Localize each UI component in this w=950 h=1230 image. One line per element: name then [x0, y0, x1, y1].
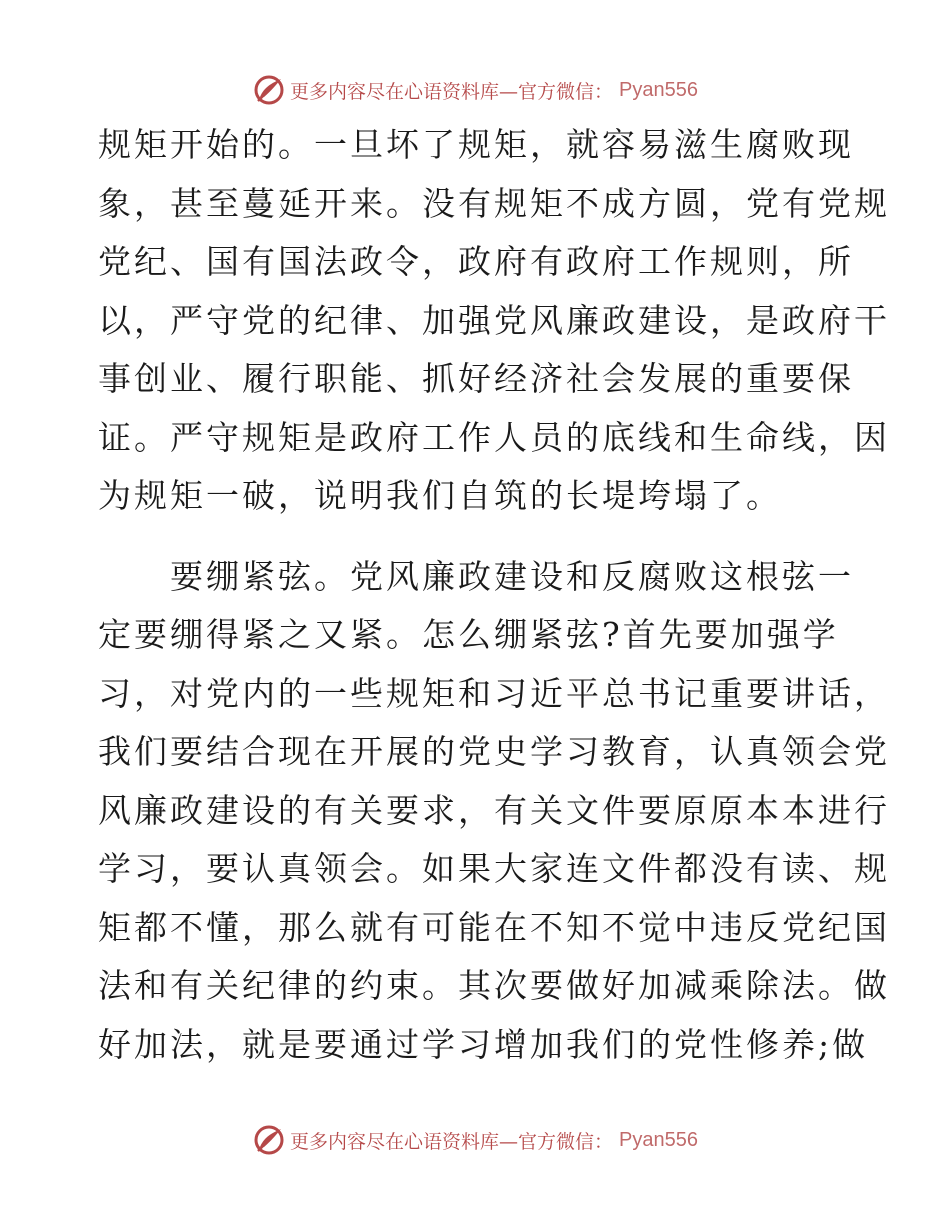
- header-watermark: [0, 70, 950, 110]
- text-line: 风廉政建设的有关要求，有关文件要原原本本进行: [98, 790, 890, 830]
- paragraph-gap: [98, 526, 858, 548]
- pen-logo-icon: [252, 73, 286, 107]
- text-line: 矩都不懂，那么就有可能在不知不觉中违反党纪国: [98, 907, 890, 947]
- text-line: 法和有关纪律的约束。其次要做好加减乘除法。做: [98, 966, 890, 1005]
- footer-watermark: [0, 1120, 950, 1160]
- watermark-text: 更多内容尽在心语资料库—官方微信：: [290, 1130, 614, 1153]
- text-line: 学习，要认真领会。如果大家连文件都没有读、规: [98, 849, 890, 888]
- pen-logo-icon: [252, 1123, 286, 1157]
- text-line: 定要绷得紧之又紧。怎么绷紧弦?首先要加强学: [98, 615, 839, 654]
- text-line: 象，甚至蔓延开来。没有规矩不成方圆，党有党规: [98, 183, 890, 223]
- text-line: 证。严守规矩是政府工作人员的底线和生命线，因: [98, 417, 890, 457]
- watermark-text: 更多内容尽在心语资料库—官方微信：: [290, 80, 614, 103]
- paragraph-2: [98, 548, 890, 1075]
- text-line: 规矩开始的。一旦坏了规矩，就容易滋生腐败现: [98, 125, 854, 164]
- text-line: 要绷紧弦。党风廉政建设和反腐败这根弦一: [98, 556, 854, 596]
- text-line: 习，对党内的一些规矩和习近平总书记重要讲话，: [98, 673, 890, 713]
- text-line: 事创业、履行职能、抓好经济社会发展的重要保: [98, 359, 854, 398]
- text-line: 以，严守党的纪律、加强党风廉政建设，是政府干: [98, 300, 890, 340]
- text-line: 党纪、国有国法政令，政府有政府工作规则，所: [98, 242, 854, 281]
- paragraph-1: [98, 116, 890, 526]
- watermark-account: Pyan556: [619, 1128, 698, 1151]
- text-line: 我们要结合现在开展的党史学习教育，认真领会党: [98, 732, 890, 771]
- watermark-account: Pyan556: [619, 78, 698, 101]
- text-line: 为规矩一破，说明我们自筑的长堤垮塌了。: [98, 476, 782, 515]
- text-line: 好加法，就是要通过学习增加我们的党性修养;做: [98, 1024, 869, 1064]
- document-body: [98, 116, 890, 1074]
